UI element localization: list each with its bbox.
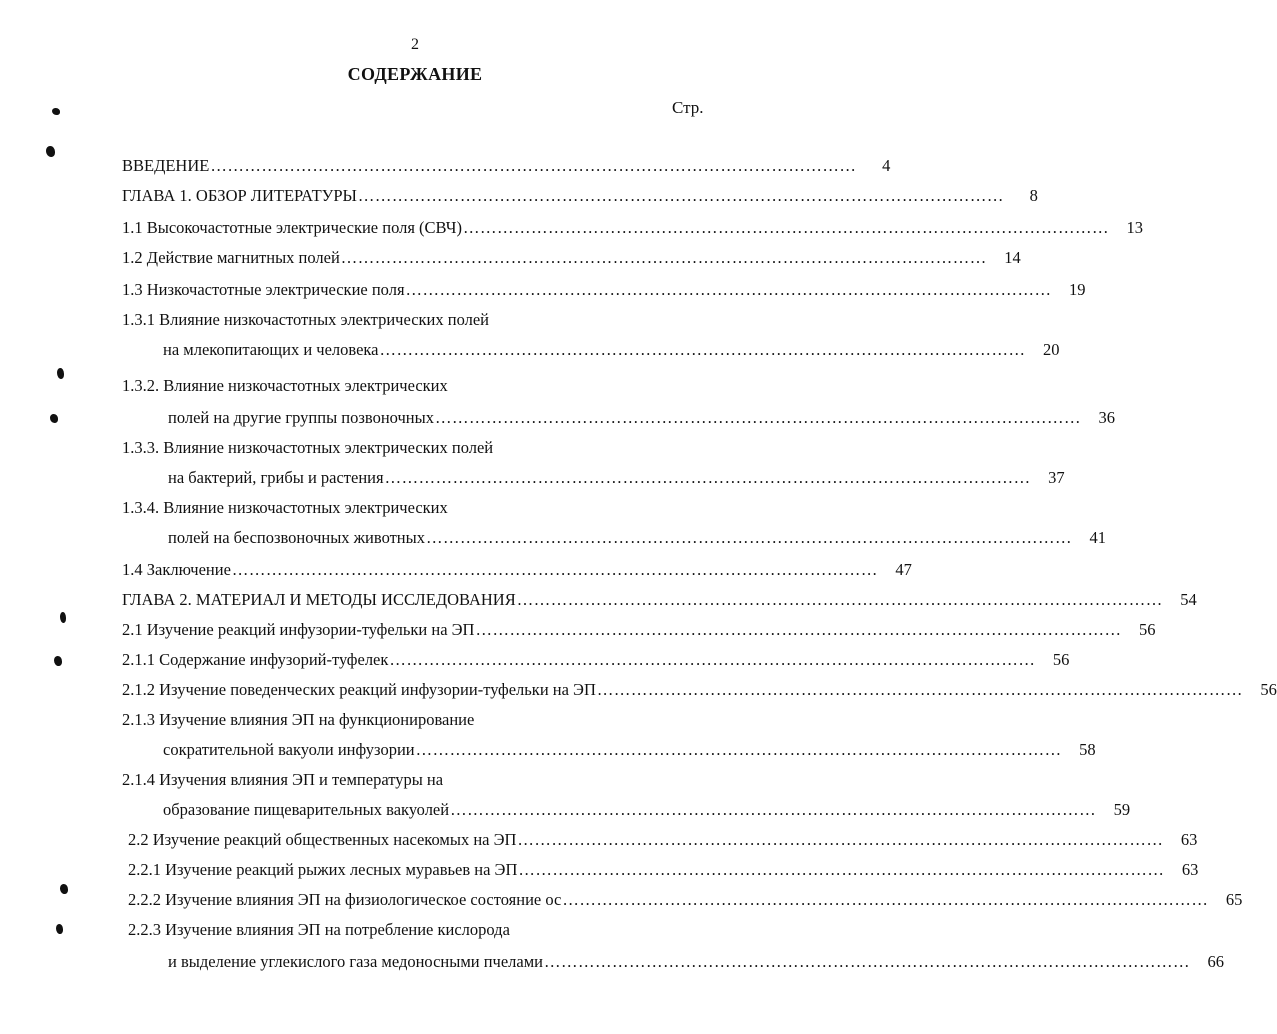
toc-entry-line1: 1.3.1 Влияние низкочастотных электрических полей — [122, 310, 490, 329]
toc-entry-title: 2.2.2 Изучение влияния ЭП на физиологическое состояние ос — [128, 890, 562, 909]
toc-entry[interactable] — [168, 408, 1115, 432]
toc-dot-leader: …………………………………………………………………………………………………… — [389, 650, 1036, 669]
toc-dot-leader: …………………………………………………………………………………………………… — [379, 340, 1026, 359]
scan-speck — [50, 414, 58, 423]
toc-dot-leader: …………………………………………………………………………………………………… — [475, 620, 1122, 639]
toc-entry-title: 2.2.1 Изучение реакций рыжих лесных муравьев на ЭП — [128, 860, 518, 879]
toc-entry[interactable] — [168, 952, 1224, 976]
toc-entry-title: на бактерий, грибы и растения — [168, 468, 384, 487]
toc-entry-page: 56 — [1260, 680, 1277, 699]
toc-entry[interactable] — [168, 528, 1106, 552]
toc-entry-title: полей на другие группы позвоночных — [168, 408, 434, 427]
toc-dot-leader: …………………………………………………………………………………………………… — [450, 800, 1097, 819]
toc-entry-page: 36 — [1098, 408, 1115, 427]
toc-dot-leader: …………………………………………………………………………………………………… — [210, 156, 857, 175]
page-number: 2 — [411, 36, 419, 53]
toc-entry[interactable] — [128, 830, 1198, 854]
toc-dot-leader: …………………………………………………………………………………………………… — [518, 860, 1165, 879]
toc-entry-page: 63 — [1180, 830, 1198, 849]
toc-dot-leader: …………………………………………………………………………………………………… — [596, 680, 1243, 699]
toc-entry-page: 56 — [1138, 620, 1156, 639]
toc-entry-title: ГЛАВА 2. МАТЕРИАЛ И МЕТОДЫ ИССЛЕДОВАНИЯ — [122, 590, 516, 609]
scan-speck — [57, 368, 64, 379]
toc-dot-leader: …………………………………………………………………………………………………… — [434, 408, 1081, 427]
toc-entry[interactable] — [163, 800, 1131, 824]
toc-entry-title: полей на беспозвоночных животных — [168, 528, 425, 547]
toc-entry-title: на млекопитающих и человека — [163, 340, 379, 359]
toc-dot-leader: …………………………………………………………………………………………………… — [357, 186, 1004, 205]
toc-dot-leader: …………………………………………………………………………………………………… — [562, 890, 1209, 909]
toc-entry-page: 58 — [1079, 740, 1096, 759]
page-title: СОДЕРЖАНИЕ — [347, 64, 483, 84]
scan-speck — [60, 612, 66, 623]
scan-speck — [60, 884, 68, 894]
toc-entry[interactable] — [122, 620, 1156, 644]
toc-entry[interactable] — [168, 468, 1065, 492]
toc-entry-title: сократительной вакуоли инфузории — [163, 740, 415, 759]
toc-entry-page: 56 — [1052, 650, 1070, 669]
toc-entry-title: ГЛАВА 1. ОБЗОР ЛИТЕРАТУРЫ — [122, 186, 357, 205]
toc-entry[interactable] — [122, 280, 1086, 304]
toc-entry-page: 59 — [1113, 800, 1131, 819]
toc-entry-title: 2.1 Изучение реакций инфузории-туфельки на ЭП — [122, 620, 475, 639]
toc-dot-leader: …………………………………………………………………………………………………… — [415, 740, 1062, 759]
toc-entry[interactable] — [122, 560, 912, 584]
toc-dot-leader: …………………………………………………………………………………………………… — [425, 528, 1072, 547]
toc-dot-leader: …………………………………………………………………………………………………… — [462, 218, 1109, 237]
toc-entry-line1: 1.3.4. Влияние низкочастотных электрических — [122, 498, 448, 517]
scan-speck — [46, 146, 55, 157]
scan-speck — [54, 656, 62, 666]
toc-entry[interactable] — [122, 248, 1021, 272]
toc-entry-title: ВВЕДЕНИЕ — [122, 156, 210, 175]
toc-entry[interactable] — [128, 890, 1243, 914]
toc-entry[interactable] — [163, 340, 1060, 364]
toc-entry-page: 54 — [1180, 590, 1197, 609]
page-column-label: Стр. — [672, 98, 704, 117]
toc-entry[interactable] — [122, 218, 1143, 242]
toc-entry-page: 65 — [1225, 890, 1243, 909]
toc-entry-line1: 2.1.3 Изучение влияния ЭП на функционирование — [122, 710, 475, 729]
toc-entry-page: 41 — [1089, 528, 1106, 547]
toc-entry-page: 66 — [1207, 952, 1224, 971]
toc-entry-page: 14 — [1004, 248, 1021, 267]
toc-entry-title: 1.3 Низкочастотные электрические поля — [122, 280, 405, 299]
toc-entry-title: и выделение углекислого газа медоносными пчелами — [168, 952, 543, 971]
toc-entry-title: 1.4 Заключение — [122, 560, 231, 579]
toc-entry-page: 47 — [895, 560, 912, 579]
toc-entry-page: 8 — [1029, 186, 1038, 205]
toc-entry-title: 2.1.1 Содержание инфузорий-туфелек — [122, 650, 389, 669]
toc-entry-page: 13 — [1126, 218, 1143, 237]
toc-entry-title: 2.1.2 Изучение поведенческих реакций инфузории-туфельки на ЭП — [122, 680, 596, 699]
toc-entry[interactable] — [122, 650, 1070, 674]
toc-entry-line1: 1.3.2. Влияние низкочастотных электрических — [122, 376, 448, 395]
toc-entry-title: образование пищеварительных вакуолей — [163, 800, 450, 819]
toc-entry-line1: 2.2.3 Изучение влияния ЭП на потребление кислорода — [128, 920, 510, 939]
toc-dot-leader: …………………………………………………………………………………………………… — [384, 468, 1031, 487]
toc-entry[interactable] — [163, 740, 1096, 764]
toc-entry[interactable] — [122, 156, 891, 180]
toc-dot-leader: …………………………………………………………………………………………………… — [517, 830, 1164, 849]
toc-entry[interactable] — [122, 590, 1197, 614]
toc-dot-leader: …………………………………………………………………………………………………… — [544, 952, 1190, 971]
toc-entry-title: 1.2 Действие магнитных полей — [122, 248, 340, 267]
toc-entry-page: 37 — [1048, 468, 1065, 487]
toc-entry-page: 19 — [1069, 280, 1086, 299]
toc-entry[interactable] — [122, 186, 1038, 210]
scan-speck — [56, 924, 63, 934]
toc-entry-title: 1.1 Высокочастотные электрические поля (СВЧ) — [122, 218, 462, 237]
toc-entry-page: 4 — [882, 156, 891, 175]
toc-entry-page: 20 — [1043, 340, 1060, 359]
toc-entry-line1: 2.1.4 Изучения влияния ЭП и температуры на — [122, 770, 444, 789]
toc-dot-leader: …………………………………………………………………………………………………… — [405, 280, 1052, 299]
toc-entry-title: 2.2 Изучение реакций общественных насекомых на ЭП — [128, 830, 517, 849]
toc-entry-page: 63 — [1181, 860, 1199, 879]
toc-entry[interactable] — [122, 680, 1277, 704]
toc-dot-leader: …………………………………………………………………………………………………… — [340, 248, 987, 267]
toc-entry-line1: 1.3.3. Влияние низкочастотных электрических полей — [122, 438, 494, 457]
toc-dot-leader: …………………………………………………………………………………………………… — [516, 590, 1163, 609]
scan-speck — [52, 108, 60, 115]
toc-entry[interactable] — [128, 860, 1199, 884]
toc-dot-leader: …………………………………………………………………………………………………… — [231, 560, 878, 579]
